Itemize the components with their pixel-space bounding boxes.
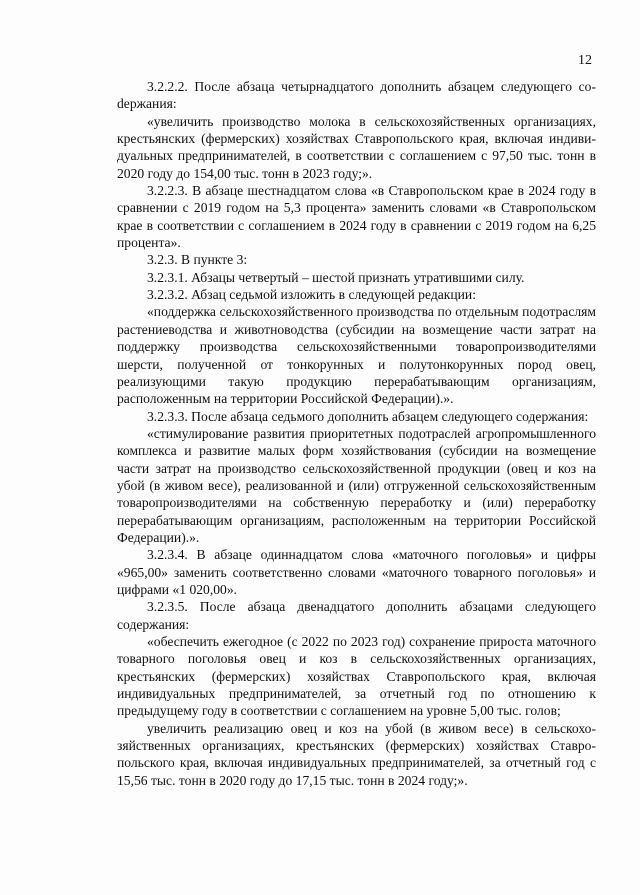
paragraph: «поддержка сельскохозяйственного производства по отдельным подотраслям растениеводства и животноводства (субсидии на возмещение части затрат на поддержку производства сельскохозяйственными товаропроизводителями шерсти, полученной от тонкорунных и полутонкорунных пород овец, реализующими такую продукцию перерабатывающим организациям, расположенным на территории Российской Федерации).».: [117, 304, 596, 407]
paragraph: «увеличить производство молока в сельскохозяйственных организациях, крестьянских (фермерских) хозяйствах Ставропольского края, включая индивидуальных предпринимателей, в соответствии с соглашением с 97,50 тыс. тонн в 2020 году до 154,00 тыс. тонн в 2023 году;».: [117, 113, 596, 181]
paragraph: 3.2.3.1. Абзацы четвертый – шестой признать утратившими силу.: [147, 269, 525, 285]
paragraph: 3.2.3. В пункте 3:: [147, 252, 248, 268]
paragraph: 3.2.3.2. Абзац седьмой изложить в следующей редакции:: [147, 287, 476, 303]
paragraph: 3.2.2.2. После абзаца четырнадцатого дополнить абзацем следующего соdержания:: [117, 79, 596, 112]
paragraph: 3.2.3.3. После абзаца седьмого дополнить абзацем следующего содержания:: [147, 408, 589, 424]
paragraph: 3.2.3.4. В абзаце одиннадцатом слова «маточного поголовья» и цифры «965,00» заменить соответственно словами «маточного товарного поголовья» и цифрами «1 020,00».: [117, 547, 596, 597]
paragraph: 3.2.2.3. В абзаце шестнадцатом слова «в Ставропольском крае в 2024 году в сравнении с 2019 годом на 5,3 процента» заменить словами «в Ставропольском крае в соответствии с соглашением в 2024 году в сравнении с 2019 годом на 6,25 процента».: [117, 183, 596, 251]
page-number: 12: [578, 53, 592, 68]
paragraph: 3.2.3.5. После абзаца двенадцатого дополнить абзацами следующего содержания:: [117, 599, 596, 632]
paragraph: «стимулирование развития приоритетных подотраслей агропромышленного комплекса и развитие малых форм хозяйствования (субсидии на возмещение части затрат на производство сельскохозяйственной продукции (овец и коз на убой (в живом весе), реализованной и (или) отгруженной сельскохозяйственным товаропроизводителями на собственную переработку и (или) переработку перерабатывающим организациям, расположенным на территории Российской Федерации).».: [117, 425, 596, 545]
paragraph: увеличить реализацию овец и коз на убой (в живом весе) в сельскохозяйственных организациях, крестьянских (фермерских) хозяйствах Ставропольского края, включая индивидуальных предпринимателей, за отчетный год с 15,56 тыс. тонн в 2020 году до 17,15 тыс. тонн в 2024 году;».: [117, 720, 596, 788]
document-body: [117, 78, 596, 789]
paragraph: «обеспечить ежегодное (с 2022 по 2023 год) сохранение прироста маточного товарного поголовья овец и коз в сельскохозяйственных организациях, крестьянских (фермерских) хозяйствах Ставропольского края, включая индивидуальных предпринимателей, за отчетный год по отношению к предыдущему году в соответствии с соглашением на уровне 5,00 тыс. голов;: [117, 634, 596, 719]
